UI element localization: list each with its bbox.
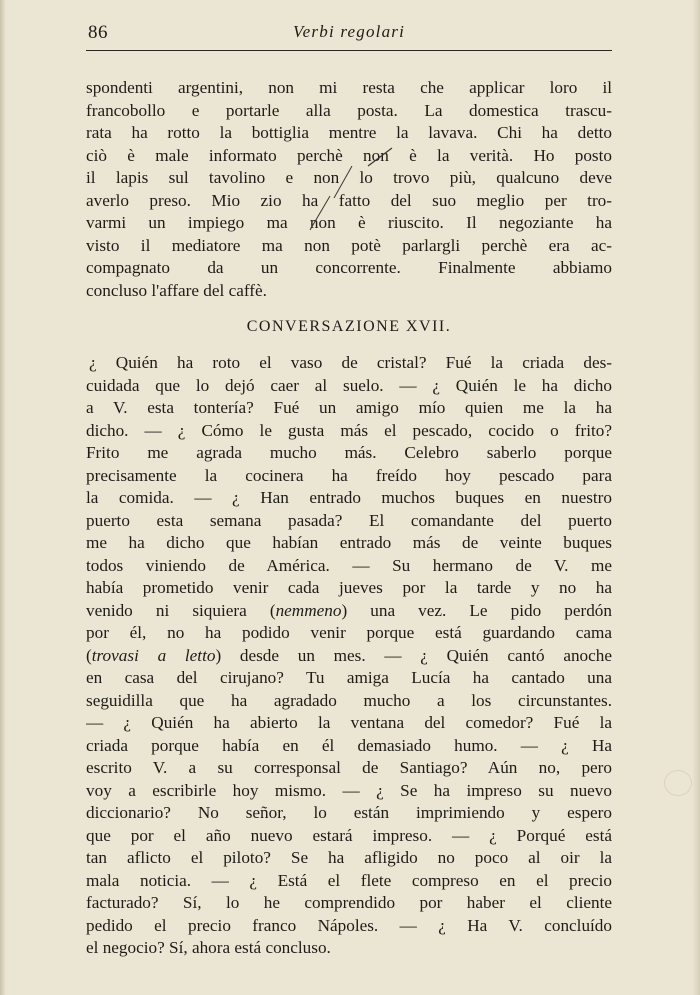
- text-segment: puerto esta semana pasada? El comandante del puerto: [86, 510, 612, 530]
- text-segment: que por el año nuevo estará impreso. — ¿ Porqué está: [86, 825, 612, 845]
- text-segment: seguidilla que ha agradado mucho a los circunstantes.: [86, 690, 612, 710]
- text-segment: había prometido venir cada jueves por la tarde y no ha: [86, 578, 612, 597]
- pencil-stroke: [368, 148, 392, 166]
- text-segment: cuidada que lo dejó caer al suelo. — ¿ Quién le ha dicho: [86, 375, 612, 395]
- text-segment: tan aflicto el piloto? Se ha afligido no poco al oir la: [86, 848, 612, 867]
- text-line: ciò è male informato perchè non è la verità. Ho posto: [86, 145, 612, 165]
- text-segment: ¿ Quién ha roto el vaso de cristal? Fué la criada des-: [89, 353, 612, 372]
- page-number: 86: [88, 22, 108, 43]
- text-line: visto il mediatore ma non potè parlargli perchè era ac-: [86, 235, 612, 255]
- text-segment: pedido el precio franco Nápoles. — ¿ Ha V. concluído: [86, 915, 612, 935]
- pencil-stroke: [334, 166, 352, 198]
- text-segment: voy a escribirle hoy mismo. — ¿ Se ha impreso su nuevo: [86, 780, 612, 800]
- text-segment: dicho. — ¿ Cómo le gusta más el pescado, cocido o frito?: [86, 420, 612, 440]
- text-segment: el negocio? Sí, ahora está concluso.: [86, 938, 331, 957]
- text-line: il lapis sul tavolino e non lo trovo più, qualcuno deve: [86, 168, 612, 187]
- running-head: Verbi regolari: [292, 22, 406, 41]
- text-segment: precisamente la cocinera ha freído hoy pescado para: [86, 465, 612, 485]
- text-line: rata ha rotto la bottiglia mentre la lavava. Chi ha detto: [86, 123, 612, 142]
- text-line: varmi un impiego ma non è riuscito. Il negoziante ha: [86, 213, 612, 232]
- text-segment: mala noticia. — ¿ Está el flete compreso en el precio: [86, 870, 612, 890]
- pencil-stroke: [310, 196, 330, 230]
- paper-stain: [664, 770, 692, 796]
- text-line: compagnato da un concorrente. Finalmente abbiamo: [86, 258, 612, 277]
- text-segment: me ha dicho que habían entrado más de veinte buques: [86, 533, 612, 552]
- text-segment: ) desde un mes. — ¿ Quién cantó anoche: [215, 645, 612, 665]
- text-segment: ) una vez. Le pido perdón: [341, 600, 612, 620]
- text-segment: criada porque había en él demasiado humo. — ¿ Ha: [86, 735, 612, 755]
- text-line: spondenti argentini, non mi resta che applicar loro il: [86, 78, 612, 97]
- text-segment: venido ni siquiera (: [86, 600, 276, 620]
- text-segment: Frito me agrada mucho más. Celebro saberlo porque: [86, 443, 612, 462]
- text-segment: escrito V. a su corresponsal de Santiago? Aún no, pero: [86, 758, 612, 777]
- section-title: CONVERSAZIONE XVII.: [246, 318, 452, 335]
- italic-gloss: nemmeno: [275, 600, 342, 620]
- text-segment: (: [86, 645, 92, 665]
- italic-gloss: trovasi a letto: [91, 645, 216, 665]
- text-segment: diccionario? No señor, lo están imprimiendo y espero: [86, 803, 612, 822]
- text-segment: — ¿ Quién ha abierto la ventana del comedor? Fué la: [86, 713, 612, 732]
- text-segment: la comida. — ¿ Han entrado muchos buques en nuestro: [86, 488, 612, 507]
- text-line: averlo preso. Mio zio ha fatto del suo meglio per tro-: [86, 190, 612, 210]
- text-segment: facturado? Sí, lo he comprendido por haber el cliente: [86, 893, 612, 912]
- text-segment: por él, no ha podido venir porque está guardando cama: [86, 623, 612, 642]
- text-segment: en casa del cirujano? Tu amiga Lucía ha cantado una: [86, 668, 612, 687]
- text-line: concluso l'affare del caffè.: [86, 280, 267, 300]
- text-line: francobollo e portarle alla posta. La domestica trascu-: [86, 100, 612, 120]
- text-segment: todos viniendo de América. — Su hermano de V. me: [86, 555, 612, 575]
- text-segment: a V. esta tontería? Fué un amigo mío quien me la ha: [86, 398, 612, 417]
